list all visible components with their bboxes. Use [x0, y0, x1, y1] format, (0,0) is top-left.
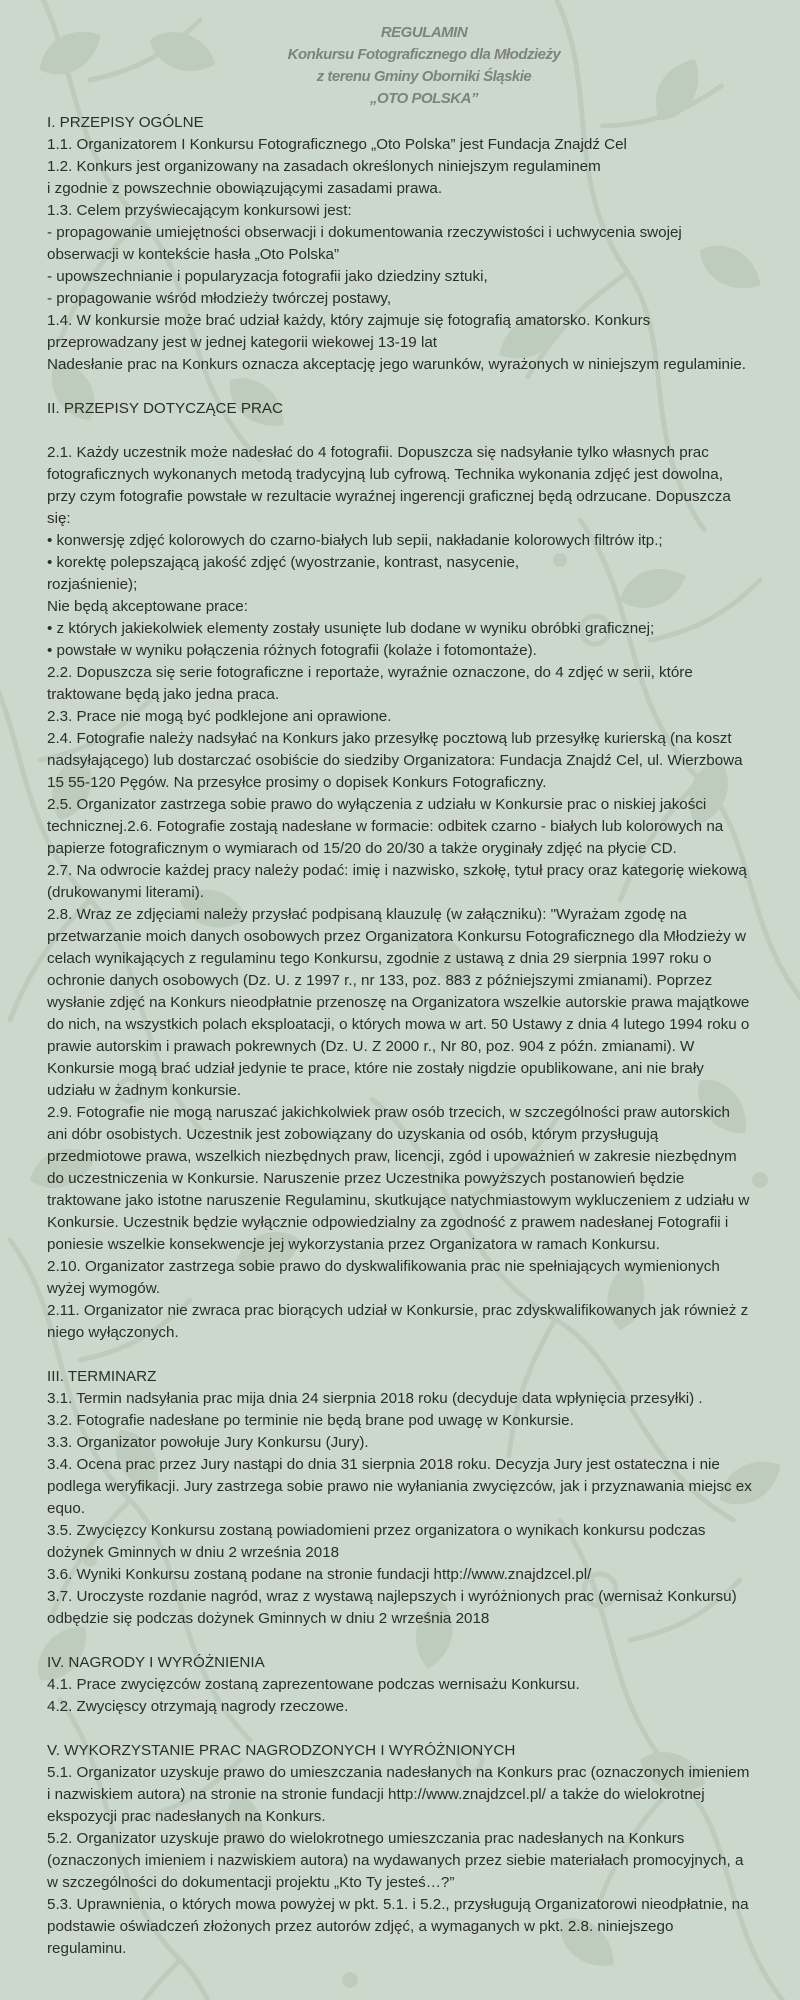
title-line: z terenu Gminy Oborniki Śląskie	[316, 68, 532, 85]
text-line: 2.3. Prace nie mogą być podklejone ani oprawione.	[47, 708, 392, 725]
text-line: 2.1. Każdy uczestnik może nadesłać do 4 fotografii. Dopuszcza się nadsyłanie tylko własnych prac	[47, 444, 709, 461]
text-line: 5.2. Organizator uzyskuje prawo do wielokrotnego umieszczania prac nadesłanych na Konkurs	[47, 1830, 685, 1847]
text-line: poniesie wszelkie konsekwencje jej wykorzystania przez Organizatora w ramach Konkursu.	[47, 1236, 660, 1253]
text-line: celach wynikających z regulaminu tego Konkursu, zgodnie z ustawą z dnia 29 sierpnia 1997 roku o	[47, 950, 712, 967]
text-line: 1.4. W konkursie może brać udział każdy, który zajmuje się fotografią amatorsko. Konkurs	[47, 312, 651, 329]
text-line: 3.4. Ocena prac przez Jury nastąpi do dnia 31 sierpnia 2018 roku. Decyzja Jury jest ostateczna i nie	[47, 1456, 720, 1473]
text-line: Konkursie. Uczestnik będzie wyłącznie odpowiedzialny za zgodność z prawem nadesłanej Fotografii i	[47, 1214, 729, 1231]
text-line: Konkursie mogą brać udział jedynie te prace, które nie zostały nigdzie opublikowane, ani nie brały	[47, 1060, 704, 1077]
text-line: rozjaśnienie);	[47, 576, 138, 593]
text-line: 5.3. Uprawnienia, o których mowa powyżej w pkt. 5.1. i 5.2., przysługują Organizatorowi nieodpłatnie, na	[47, 1896, 749, 1913]
document-body	[47, 112, 777, 1960]
text-line: equo.	[47, 1500, 86, 1517]
text-line: wyżej wymogów.	[47, 1280, 161, 1297]
text-line: Nadesłanie prac na Konkurs oznacza akceptację jego warunków, wyrażonych w niniejszym regulaminie.	[47, 356, 746, 373]
text-line: • powstałe w wyniku połączenia różnych fotografii (kolaże i fotomontaże).	[47, 642, 537, 659]
text-line: udziału w żadnym konkursie.	[47, 1082, 242, 1099]
text-line: do uczestniczenia w Konkursie. Naruszenie przez Uczestnika powyższych postanowień będzie	[47, 1170, 685, 1187]
paragraph-gap	[47, 376, 777, 398]
paragraph-gap	[47, 1630, 777, 1652]
text-line: odbędzie się podczas dożynek Gminnych w dniu 2 września 2018	[47, 1610, 490, 1627]
text-line: ani dóbr osobistych. Uczestnik jest zobowiązany do uzyskania od osób, którym przysługują	[47, 1126, 659, 1143]
text-line: • z których jakiekolwiek elementy zostały usunięte lub dodane w wyniku obróbki graficznej;	[47, 620, 655, 637]
paragraph-gap	[47, 1718, 777, 1740]
text-line: podstawie oświadczeń złożonych przez autorów zdjęć, a wymaganych w pkt. 2.8. niniejszego	[47, 1918, 674, 1935]
text-line: 4.2. Zwycięscy otrzymają nagrody rzeczowe.	[47, 1698, 349, 1715]
text-line: (drukowanymi literami).	[47, 884, 204, 901]
section-heading: V. WYKORZYSTANIE PRAC NAGRODZONYCH I WYRÓŻNIONYCH	[47, 1742, 516, 1759]
title-line: „OTO POLSKA”	[370, 90, 478, 107]
text-line: 2.4. Fotografie należy nadsyłać na Konkurs jako przesyłkę pocztową lub przesyłkę kurierską (na koszt	[47, 730, 732, 747]
text-line: 4.1. Prace zwycięzców zostaną zaprezentowane podczas wernisażu Konkursu.	[47, 1676, 580, 1693]
text-line: do nich, na wszystkich polach eksploatacji, o których mowa w art. 50 Ustawy z dnia 4 lutego 1994 roku o	[47, 1016, 750, 1033]
text-line: fotograficznych wykonanych metodą tradycyjną lub cyfrową. Technika wykonania zdjęć jest dowolna,	[47, 466, 723, 483]
text-line: się:	[47, 510, 71, 527]
text-line: przeprowadzany jest w jednej kategorii wiekowej 13-19 lat	[47, 334, 438, 351]
text-line: 2.11. Organizator nie zwraca prac biorących udział w Konkursie, prac zdyskwalifikowanych jak również z	[47, 1302, 749, 1319]
text-line: 5.1. Organizator uzyskuje prawo do umieszczania nadesłanych na Konkurs prac (oznaczonych imieniem	[47, 1764, 750, 1781]
text-line: podlega weryfikacji. Jury zastrzega sobie prawo nie wyłaniania zwycięzców, jak i przyznawania miejsc ex	[47, 1478, 752, 1495]
text-line: wysłanie zdjęć na Konkurs nieodpłatnie przenoszę na Organizatora wszelkie autorskie prawa majątkowe	[47, 994, 750, 1011]
text-line: 3.5. Zwycięzcy Konkursu zostaną powiadomieni przez organizatora o wynikach konkursu podczas	[47, 1522, 706, 1539]
section-heading: II. PRZEPISY DOTYCZĄCE PRAC	[47, 400, 284, 417]
text-line: (oznaczonych imieniem i nazwiskiem autora) na wydawanych przez siebie materiałach promocyjnych, a	[47, 1852, 744, 1869]
text-line: 2.9. Fotografie nie mogą naruszać jakichkolwiek praw osób trzecich, w szczególności praw autorskich	[47, 1104, 730, 1121]
section-heading: III. TERMINARZ	[47, 1368, 157, 1385]
text-line: ochronie danych osobowych (Dz. U. z 1997 r., nr 133, poz. 883 z późniejszymi zmianami). Poprzez	[47, 972, 713, 989]
text-line: dożynek Gminnych w dniu 2 września 2018	[47, 1544, 340, 1561]
text-line: papierze fotograficznym o wymiarach od 15/20 do 20/30 a także oryginały zdjęć na płycie CD.	[47, 840, 677, 857]
text-line: nadsyłającego) lub dostarczać osobiście do siedziby Organizatora: Fundacja Znajdź Cel, ul. Wierzbowa	[47, 752, 743, 769]
text-line: 2.5. Organizator zastrzega sobie prawo do wyłączenia z udziału w Konkursie prac o niskiej jakości	[47, 796, 707, 813]
text-line: - upowszechnianie i popularyzacja fotografii jako dziedziny sztuki,	[47, 268, 488, 285]
text-line: prawie autorskim i prawach pokrewnych (Dz. U. Z 2000 r., Nr 80, poz. 904 z późn. zmianami). W	[47, 1038, 695, 1055]
paragraph-gap	[47, 420, 777, 442]
text-line: - propagowanie wśród młodzieży twórczej postawy,	[47, 290, 392, 307]
paragraph-gap	[47, 1344, 777, 1366]
text-line: przetwarzanie moich danych osobowych przez Organizatora Konkursu Fotograficznego dla Młodzieży w	[47, 928, 746, 945]
title-line: REGULAMIN	[380, 24, 468, 41]
text-line: • korektę polepszającą jakość zdjęć (wyostrzanie, kontrast, nasycenie,	[47, 554, 520, 571]
text-line: 3.3. Organizator powołuje Jury Konkursu (Jury).	[47, 1434, 369, 1451]
text-line: 3.1. Termin nadsyłania prac mija dnia 24 sierpnia 2018 roku (decyduje data wpłynięcia przesyłki) .	[47, 1390, 703, 1407]
text-line: 1.2. Konkurs jest organizowany na zasadach określonych niniejszym regulaminem	[47, 158, 601, 175]
text-line: 1.3. Celem przyświecającym konkursowi jest:	[47, 202, 352, 219]
text-line: obserwacji w kontekście hasła „Oto Polska”	[47, 246, 340, 263]
text-line: i nazwiskiem autora) na stronie na stronie fundacji http://www.znajdzcel.pl/ a także do wielokrotnej	[47, 1786, 705, 1803]
text-line: Nie będą akceptowane prace:	[47, 598, 248, 615]
text-line: 3.2. Fotografie nadesłane po terminie nie będą brane pod uwagę w Konkursie.	[47, 1412, 574, 1429]
text-line: 2.8. Wraz ze zdjęciami należy przysłać podpisaną klauzulę (w załączniku): "Wyrażam zgodę na	[47, 906, 687, 923]
section-heading: I. PRZEPISY OGÓLNE	[47, 114, 204, 131]
text-line: 3.7. Uroczyste rozdanie nagród, wraz z wystawą najlepszych i wyróżnionych prac (wernisaż Konkursu)	[47, 1588, 737, 1605]
text-line: - propagowanie umiejętności obserwacji i dokumentowania rzeczywistości i uchwycenia swojej	[47, 224, 682, 241]
regulamin-document	[47, 22, 777, 1960]
text-line: 15 55-120 Pęgów. Na przesyłce prosimy o dopisek Konkurs Fotograficzny.	[47, 774, 547, 791]
title-line: Konkursu Fotograficznego dla Młodzieży	[287, 46, 561, 63]
text-line: w szczególności do dokumentacji projektu „Kto Ty jesteś…?”	[47, 1874, 455, 1891]
text-line: ekspozycji prac nadesłanych na Konkurs.	[47, 1808, 326, 1825]
text-line: 1.1. Organizatorem I Konkursu Fotograficznego „Oto Polska” jest Fundacja Znajdź Cel	[47, 136, 627, 153]
text-line: 2.10. Organizator zastrzega sobie prawo do dyskwalifikowania prac nie spełniających wymienionych	[47, 1258, 720, 1275]
document-title	[47, 22, 777, 110]
text-line: przedmiotowe prawa, wszelkich niezbędnych praw, licencji, zgód i upoważnień w zakresie niezbędnym	[47, 1148, 737, 1165]
text-line: • konwersję zdjęć kolorowych do czarno-białych lub sepii, nakładanie kolorowych filtrów itp.;	[47, 532, 663, 549]
text-line: i zgodnie z powszechnie obowiązującymi zasadami prawa.	[47, 180, 443, 197]
text-line: traktowane będą jako jedna praca.	[47, 686, 280, 703]
text-line: 3.6. Wyniki Konkursu zostaną podane na stronie fundacji http://www.znajdzcel.pl/	[47, 1566, 592, 1583]
text-line: 2.7. Na odwrocie każdej pracy należy podać: imię i nazwisko, szkołę, tytuł pracy oraz kategorię wiekową	[47, 862, 747, 879]
text-line: technicznej.2.6. Fotografie zostają nadesłane w formacie: odbitek czarno - białych lub kolorowych na	[47, 818, 724, 835]
text-line: traktowane jako istotne naruszenie Regulaminu, skutkujące natychmiastowym wykluczeniem z udziału w	[47, 1192, 750, 1209]
section-heading: IV. NAGRODY I WYRÓŻNIENIA	[47, 1654, 265, 1671]
text-line: przy czym fotografie powstałe w rezultacie wyraźnej ingerencji graficznej będą odrzucane. Dopuszcza	[47, 488, 731, 505]
text-line: niego wyłączonych.	[47, 1324, 179, 1341]
text-line: 2.2. Dopuszcza się serie fotograficzne i reportaże, wyraźnie oznaczone, do 4 zdjęć w serii, które	[47, 664, 693, 681]
text-line: regulaminu.	[47, 1940, 127, 1957]
